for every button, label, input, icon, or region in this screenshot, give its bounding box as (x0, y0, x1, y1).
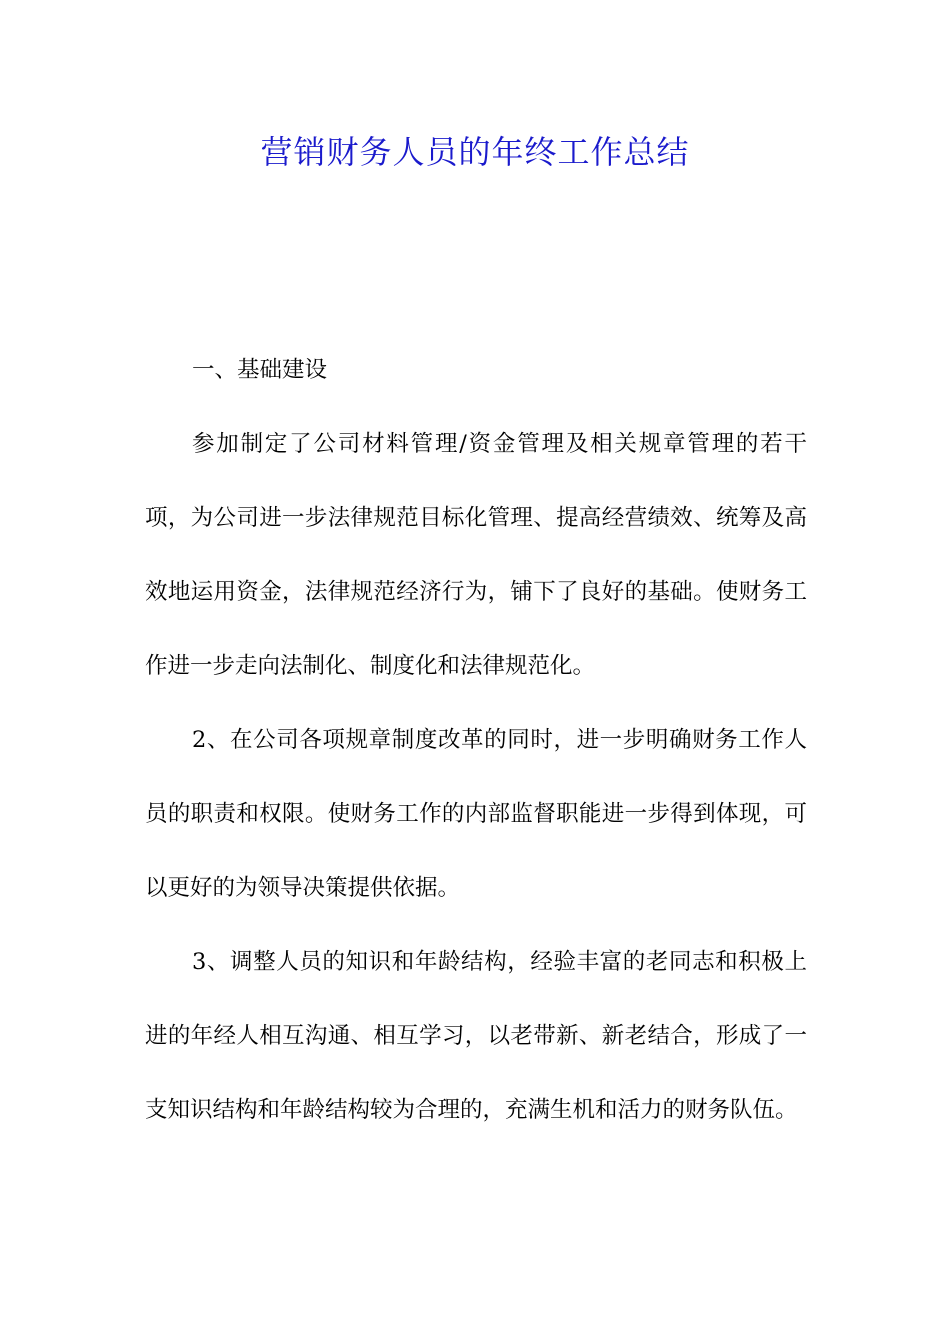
body-paragraph: 2、在公司各项规章制度改革的同时，进一步明确财务工作人员的职责和权限。使财务工作的内部监督职能进一步得到体现，可以更好的为领导决策提供依据。 (145, 727, 807, 901)
body-paragraph: 参加制定了公司材料管理/资金管理及相关规章管理的若干项，为公司进一步法律规范目标化管理、提高经营绩效、统筹及高效地运用资金，法律规范经济行为，铺下了良好的基础。使财务工作进一步走向法制化、制度化和法律规范化。 (145, 431, 807, 679)
document-title: 营销财务人员的年终工作总结 (260, 133, 690, 171)
body-paragraph: 3、调整人员的知识和年龄结构，经验丰富的老同志和积极上进的年经人相互沟通、相互学习，以老带新、新老结合，形成了一支知识结构和年龄结构较为合理的，充满生机和活力的财务队伍。 (145, 949, 807, 1123)
section-heading: 一、基础建设 (192, 357, 328, 383)
document-body (145, 333, 807, 1147)
